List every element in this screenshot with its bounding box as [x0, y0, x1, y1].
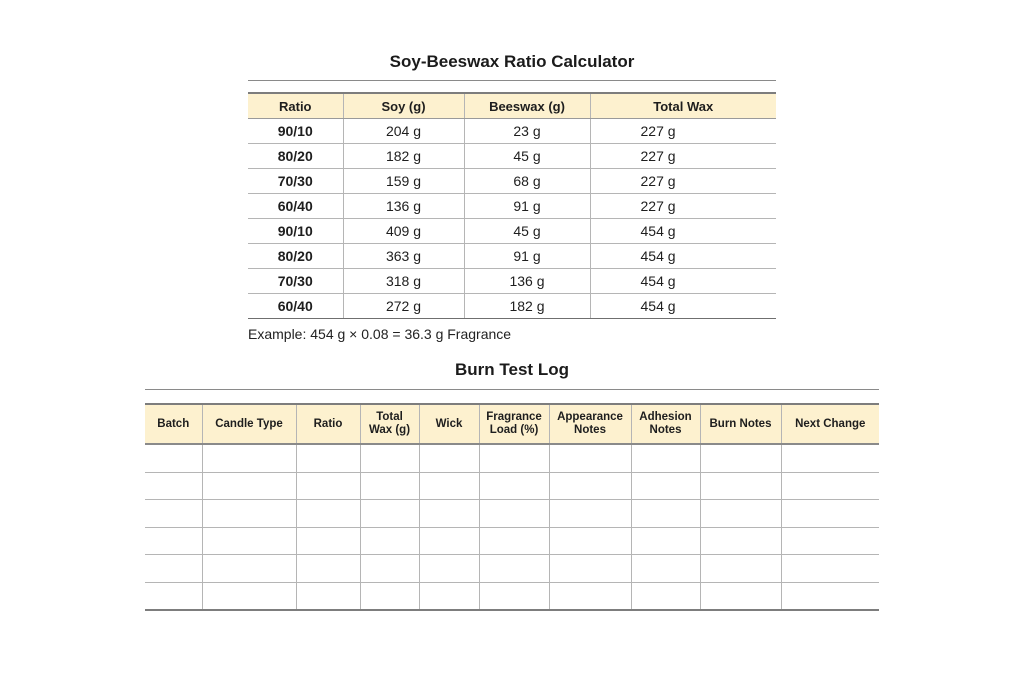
soy-cell: 159 g [343, 169, 464, 194]
burn-log-cell[interactable] [479, 444, 549, 472]
ratio-cell: 90/10 [248, 119, 343, 144]
burn-log-cell[interactable] [202, 527, 296, 555]
burn-log-header-wick [419, 404, 479, 444]
header-line: Candle Type [215, 417, 283, 430]
burn-log-cell[interactable] [631, 582, 700, 610]
burn-log-title: Burn Test Log [455, 360, 569, 379]
burn-log-header-fragrance [479, 404, 549, 444]
burn-test-log-table [145, 403, 879, 611]
burn-log-header-total [360, 404, 419, 444]
ratio-cell: 70/30 [248, 169, 343, 194]
header-ratio: Ratio [248, 93, 343, 119]
burn-log-header-candle-type [202, 404, 296, 444]
header-line: Burn Notes [709, 417, 772, 430]
burn-log-cell[interactable] [781, 500, 879, 528]
burn-log-cell[interactable] [296, 500, 360, 528]
ratio-cell: 70/30 [248, 269, 343, 294]
burn-log-header-next-change [781, 404, 879, 444]
burn-log-cell[interactable] [631, 472, 700, 500]
calculator-row [248, 169, 776, 194]
total-wax-cell: 227 g [590, 119, 776, 144]
total-wax-cell: 454 g [590, 244, 776, 269]
burn-log-header-batch [145, 404, 202, 444]
burn-log-cell[interactable] [781, 472, 879, 500]
calculator-row [248, 269, 776, 294]
header-line: Ratio [313, 417, 343, 430]
burn-log-cell[interactable] [549, 444, 631, 472]
burn-log-row [145, 444, 879, 472]
ratio-cell: 60/40 [248, 294, 343, 319]
burn-log-cell[interactable] [145, 500, 202, 528]
burn-log-cell[interactable] [781, 555, 879, 583]
ratio-cell: 80/20 [248, 244, 343, 269]
calculator-row [248, 194, 776, 219]
beeswax-cell: 91 g [464, 244, 590, 269]
beeswax-cell: 68 g [464, 169, 590, 194]
burn-log-cell[interactable] [419, 472, 479, 500]
burn-log-row [145, 527, 879, 555]
ratio-calculator-table [248, 92, 776, 319]
header-line: Total [376, 411, 403, 423]
burn-log-row [145, 472, 879, 500]
burn-log-cell[interactable] [700, 472, 781, 500]
calculator-row [248, 294, 776, 319]
burn-log-cell[interactable] [202, 582, 296, 610]
burn-log-cell[interactable] [781, 582, 879, 610]
burn-log-cell[interactable] [479, 555, 549, 583]
header-line: Appearance [557, 411, 623, 423]
burn-log-cell[interactable] [549, 582, 631, 610]
header-line: Notes [649, 424, 682, 436]
burn-log-cell[interactable] [479, 500, 549, 528]
header-line: Load (%) [489, 424, 539, 436]
calculator-row [248, 119, 776, 144]
burn-log-header-burn-notes [700, 404, 781, 444]
burn-log-cell[interactable] [631, 500, 700, 528]
burn-log-cell[interactable] [360, 527, 419, 555]
burn-log-header-appearance [549, 404, 631, 444]
burn-log-cell[interactable] [631, 444, 700, 472]
header-line: Batch [157, 417, 190, 430]
burn-log-cell[interactable] [479, 582, 549, 610]
calculator-row [248, 219, 776, 244]
ratio-cell: 60/40 [248, 194, 343, 219]
total-wax-cell: 227 g [590, 169, 776, 194]
burn-log-cell[interactable] [360, 500, 419, 528]
burn-log-title-rule [145, 389, 879, 390]
burn-log-cell[interactable] [781, 527, 879, 555]
burn-log-cell[interactable] [479, 527, 549, 555]
burn-log-cell[interactable] [296, 444, 360, 472]
burn-log-cell[interactable] [419, 527, 479, 555]
burn-log-cell[interactable] [202, 472, 296, 500]
burn-log-cell[interactable] [549, 555, 631, 583]
calculator-title: Soy-Beeswax Ratio Calculator [389, 52, 635, 71]
burn-log-cell[interactable] [700, 527, 781, 555]
burn-log-cell[interactable] [360, 555, 419, 583]
beeswax-cell: 182 g [464, 294, 590, 319]
burn-log-cell[interactable] [360, 582, 419, 610]
header-soy: Soy (g) [343, 93, 464, 119]
ratio-cell: 80/20 [248, 144, 343, 169]
burn-log-header-ratio [296, 404, 360, 444]
burn-log-cell[interactable] [145, 555, 202, 583]
burn-log-cell[interactable] [700, 444, 781, 472]
total-wax-cell: 227 g [590, 194, 776, 219]
burn-log-cell[interactable] [296, 555, 360, 583]
burn-log-header-adhesion [631, 404, 700, 444]
burn-log-cell[interactable] [479, 472, 549, 500]
ratio-cell: 90/10 [248, 219, 343, 244]
beeswax-cell: 45 g [464, 144, 590, 169]
header-line: Adhesion [639, 411, 692, 423]
burn-log-cell[interactable] [700, 500, 781, 528]
burn-log-row [145, 555, 879, 583]
burn-log-header-row [145, 404, 879, 444]
total-wax-cell: 454 g [590, 269, 776, 294]
burn-log-cell[interactable] [202, 555, 296, 583]
soy-cell: 182 g [343, 144, 464, 169]
burn-log-cell[interactable] [631, 527, 700, 555]
header-line: Notes [574, 424, 606, 436]
soy-cell: 409 g [343, 219, 464, 244]
header-total-wax: Total Wax [590, 93, 776, 119]
burn-log-cell[interactable] [145, 582, 202, 610]
burn-log-cell[interactable] [296, 472, 360, 500]
soy-cell: 272 g [343, 294, 464, 319]
burn-log-cell[interactable] [419, 555, 479, 583]
beeswax-cell: 23 g [464, 119, 590, 144]
burn-log-cell[interactable] [360, 472, 419, 500]
burn-log-cell[interactable] [202, 444, 296, 472]
beeswax-cell: 91 g [464, 194, 590, 219]
burn-log-cell[interactable] [549, 500, 631, 528]
burn-log-cell[interactable] [296, 582, 360, 610]
soy-cell: 204 g [343, 119, 464, 144]
burn-log-cell[interactable] [360, 444, 419, 472]
header-line: Wax (g) [368, 424, 411, 436]
burn-log-cell[interactable] [700, 582, 781, 610]
burn-log-cell[interactable] [202, 500, 296, 528]
calculator-header-row [248, 93, 776, 119]
burn-log-cell[interactable] [296, 527, 360, 555]
fragrance-example: Example: 454 g × 0.08 = 36.3 g Fragrance [248, 326, 512, 342]
total-wax-cell: 227 g [590, 144, 776, 169]
header-line: Wick [435, 417, 463, 430]
beeswax-cell: 45 g [464, 219, 590, 244]
burn-log-cell[interactable] [549, 527, 631, 555]
burn-log-cell[interactable] [781, 444, 879, 472]
soy-cell: 318 g [343, 269, 464, 294]
total-wax-cell: 454 g [590, 219, 776, 244]
calculator-title-rule [248, 80, 776, 81]
burn-log-cell[interactable] [549, 472, 631, 500]
calculator-row [248, 144, 776, 169]
burn-log-row [145, 582, 879, 610]
burn-log-cell[interactable] [145, 527, 202, 555]
burn-log-row [145, 500, 879, 528]
burn-log-cell[interactable] [419, 582, 479, 610]
beeswax-cell: 136 g [464, 269, 590, 294]
burn-log-cell[interactable] [631, 555, 700, 583]
soy-cell: 363 g [343, 244, 464, 269]
burn-log-cell[interactable] [145, 444, 202, 472]
header-line: Next Change [795, 417, 866, 430]
total-wax-cell: 454 g [590, 294, 776, 319]
burn-log-cell[interactable] [419, 444, 479, 472]
burn-log-cell[interactable] [419, 500, 479, 528]
burn-log-cell[interactable] [145, 472, 202, 500]
header-beeswax: Beeswax (g) [464, 93, 590, 119]
calculator-row [248, 244, 776, 269]
header-line: Fragrance [486, 411, 542, 423]
burn-log-cell[interactable] [700, 555, 781, 583]
soy-cell: 136 g [343, 194, 464, 219]
